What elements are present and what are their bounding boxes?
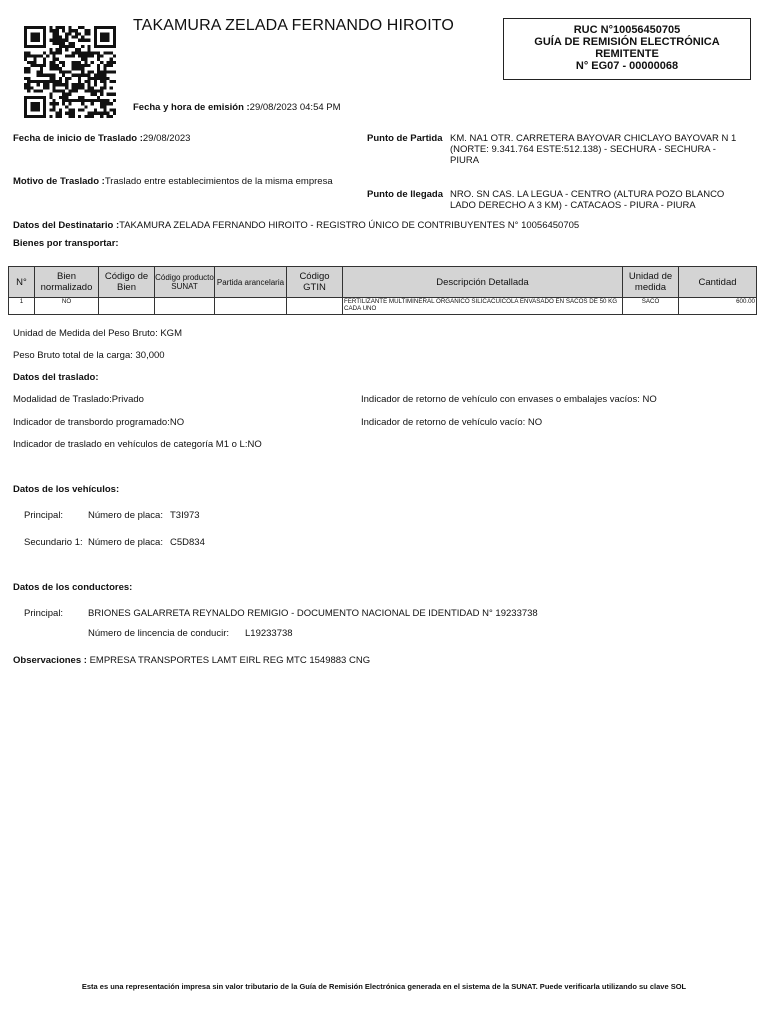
driver-principal-value: BRIONES GALARRETA REYNALDO REMIGIO - DOCUMENTO NACIONAL DE IDENTIDAD N° 19233738 <box>88 608 538 619</box>
items-table <box>8 266 757 315</box>
transshipment-indicator: Indicador de transbordo programado:NO <box>13 417 185 428</box>
vehicle-secondary-plate: C5D834 <box>170 537 205 548</box>
recipient <box>13 220 579 231</box>
vehicles-title: Datos de los vehículos: <box>13 484 120 495</box>
destination-line-1: NRO. SN CAS. LA LEGUA - CENTRO (ALTURA POZO BLANCO <box>450 189 725 200</box>
ruc-number: RUC N°10056450705 <box>573 24 681 36</box>
origin-label: Punto de Partida <box>367 133 443 144</box>
document-type: GUÍA DE REMISIÓN ELECTRÓNICA <box>534 36 720 48</box>
origin-line-3: PIURA <box>450 155 480 166</box>
start-date-value: 29/08/2023 <box>142 133 191 144</box>
cell-gtin <box>287 298 343 315</box>
cell-description: FERTILIZANTE MULTIMINERAL ORGANICO SILICACUICOLA ENVASADO EN SACOS DE 50 KG CADA UNO <box>343 298 623 315</box>
col-header-tariff: Partida arancelaria <box>215 267 287 298</box>
transfer-modality: Modalidad de Traslado:Privado <box>13 394 144 405</box>
emission-label: Fecha y hora de emisión : <box>133 102 250 113</box>
emission-datetime <box>133 102 341 113</box>
vehicle-principal-label: Principal: <box>24 510 64 521</box>
document-subtype: REMITENTE <box>595 48 659 60</box>
cell-quantity: 600.00 <box>679 298 757 315</box>
recipient-value: TAKAMURA ZELADA FERNANDO HIROITO - REGISTRO ÚNICO DE CONTRIBUYENTES N° 10056450705 <box>119 220 580 231</box>
col-header-code: Código de Bien <box>99 267 155 298</box>
observations-label: Observaciones : <box>13 655 87 666</box>
cell-tariff <box>215 298 287 315</box>
reason-label: Motivo de Traslado : <box>13 176 105 187</box>
gross-weight-total: Peso Bruto total de la carga: 30,000 <box>13 350 165 361</box>
destination-line-2: LADO DERECHO A 3 KM) - CATACAOS - PIURA - PIURA <box>450 200 696 211</box>
col-header-sunat-code: Código producto SUNAT <box>155 267 215 298</box>
vehicle-secondary-plate-label: Número de placa: <box>88 537 163 548</box>
observations <box>13 655 370 666</box>
origin-line-1: KM. NA1 OTR. CARRETERA BAYOVAR CHICLAYO BAYOVAR N 1 <box>450 133 737 144</box>
start-date <box>13 133 190 144</box>
origin-line-2: (NORTE: 9.341.764 ESTE:512.138) - SECHURA - SECHURA - <box>450 144 716 155</box>
vehicle-secondary-label: Secundario 1: <box>24 537 83 548</box>
emitter-name: TAKAMURA ZELADA FERNANDO HIROITO <box>133 17 454 34</box>
col-header-gtin: Código GTIN <box>287 267 343 298</box>
reason-value: Traslado entre establecimientos de la misma empresa <box>104 176 333 187</box>
footer-note: Esta es una representación impresa sin valor tributario de la Guía de Remisión Electrónica generada en el sistema de la SUNAT. Puede verificarla utilizando su clave SOL <box>81 982 687 991</box>
driver-license-label: Número de lincencia de conducir: <box>88 628 229 639</box>
cell-normalized: NO <box>35 298 99 315</box>
transport-data-title: Datos del traslado: <box>13 372 99 383</box>
transfer-reason <box>13 176 333 187</box>
emission-value: 29/08/2023 04:54 PM <box>249 102 341 113</box>
return-empty: Indicador de retorno de vehículo vacío: NO <box>361 417 543 428</box>
table-row <box>9 298 757 315</box>
table-header-row <box>9 267 757 298</box>
vehicle-principal-plate: T3I973 <box>170 510 200 521</box>
drivers-title: Datos de los conductores: <box>13 582 133 593</box>
observations-value: EMPRESA TRANSPORTES LAMT EIRL REG MTC 1549883 CNG <box>89 655 371 666</box>
cell-n: 1 <box>9 298 35 315</box>
col-header-description: Descripción Detallada <box>343 267 623 298</box>
vehicle-principal-plate-label: Número de placa: <box>88 510 163 521</box>
cell-unit: SACO <box>623 298 679 315</box>
col-header-quantity: Cantidad <box>679 267 757 298</box>
destination-label: Punto de llegada <box>367 189 444 200</box>
m1-category-indicator: Indicador de traslado en vehículos de categoría M1 o L:NO <box>13 439 262 450</box>
goods-label: Bienes por transportar: <box>13 238 119 249</box>
start-date-label: Fecha de inicio de Traslado : <box>13 133 143 144</box>
document-number: N° EG07 - 00000068 <box>575 60 679 72</box>
driver-license-value: L19233738 <box>245 628 293 639</box>
document-id-box <box>503 18 751 80</box>
recipient-label: Datos del Destinatario : <box>13 220 120 231</box>
return-with-packages: Indicador de retorno de vehículo con envases o embalajes vacíos: NO <box>361 394 657 405</box>
cell-sunat-code <box>155 298 215 315</box>
gross-weight-unit: Unidad de Medida del Peso Bruto: KGM <box>13 328 182 339</box>
col-header-n: N° <box>9 267 35 298</box>
qr-code-icon <box>22 26 118 118</box>
driver-principal-label: Principal: <box>24 608 64 619</box>
col-header-unit: Unidad de medida <box>623 267 679 298</box>
origin-address <box>450 133 736 166</box>
destination-address <box>450 189 724 211</box>
cell-code <box>99 298 155 315</box>
col-header-normalized: Bien normalizado <box>35 267 99 298</box>
